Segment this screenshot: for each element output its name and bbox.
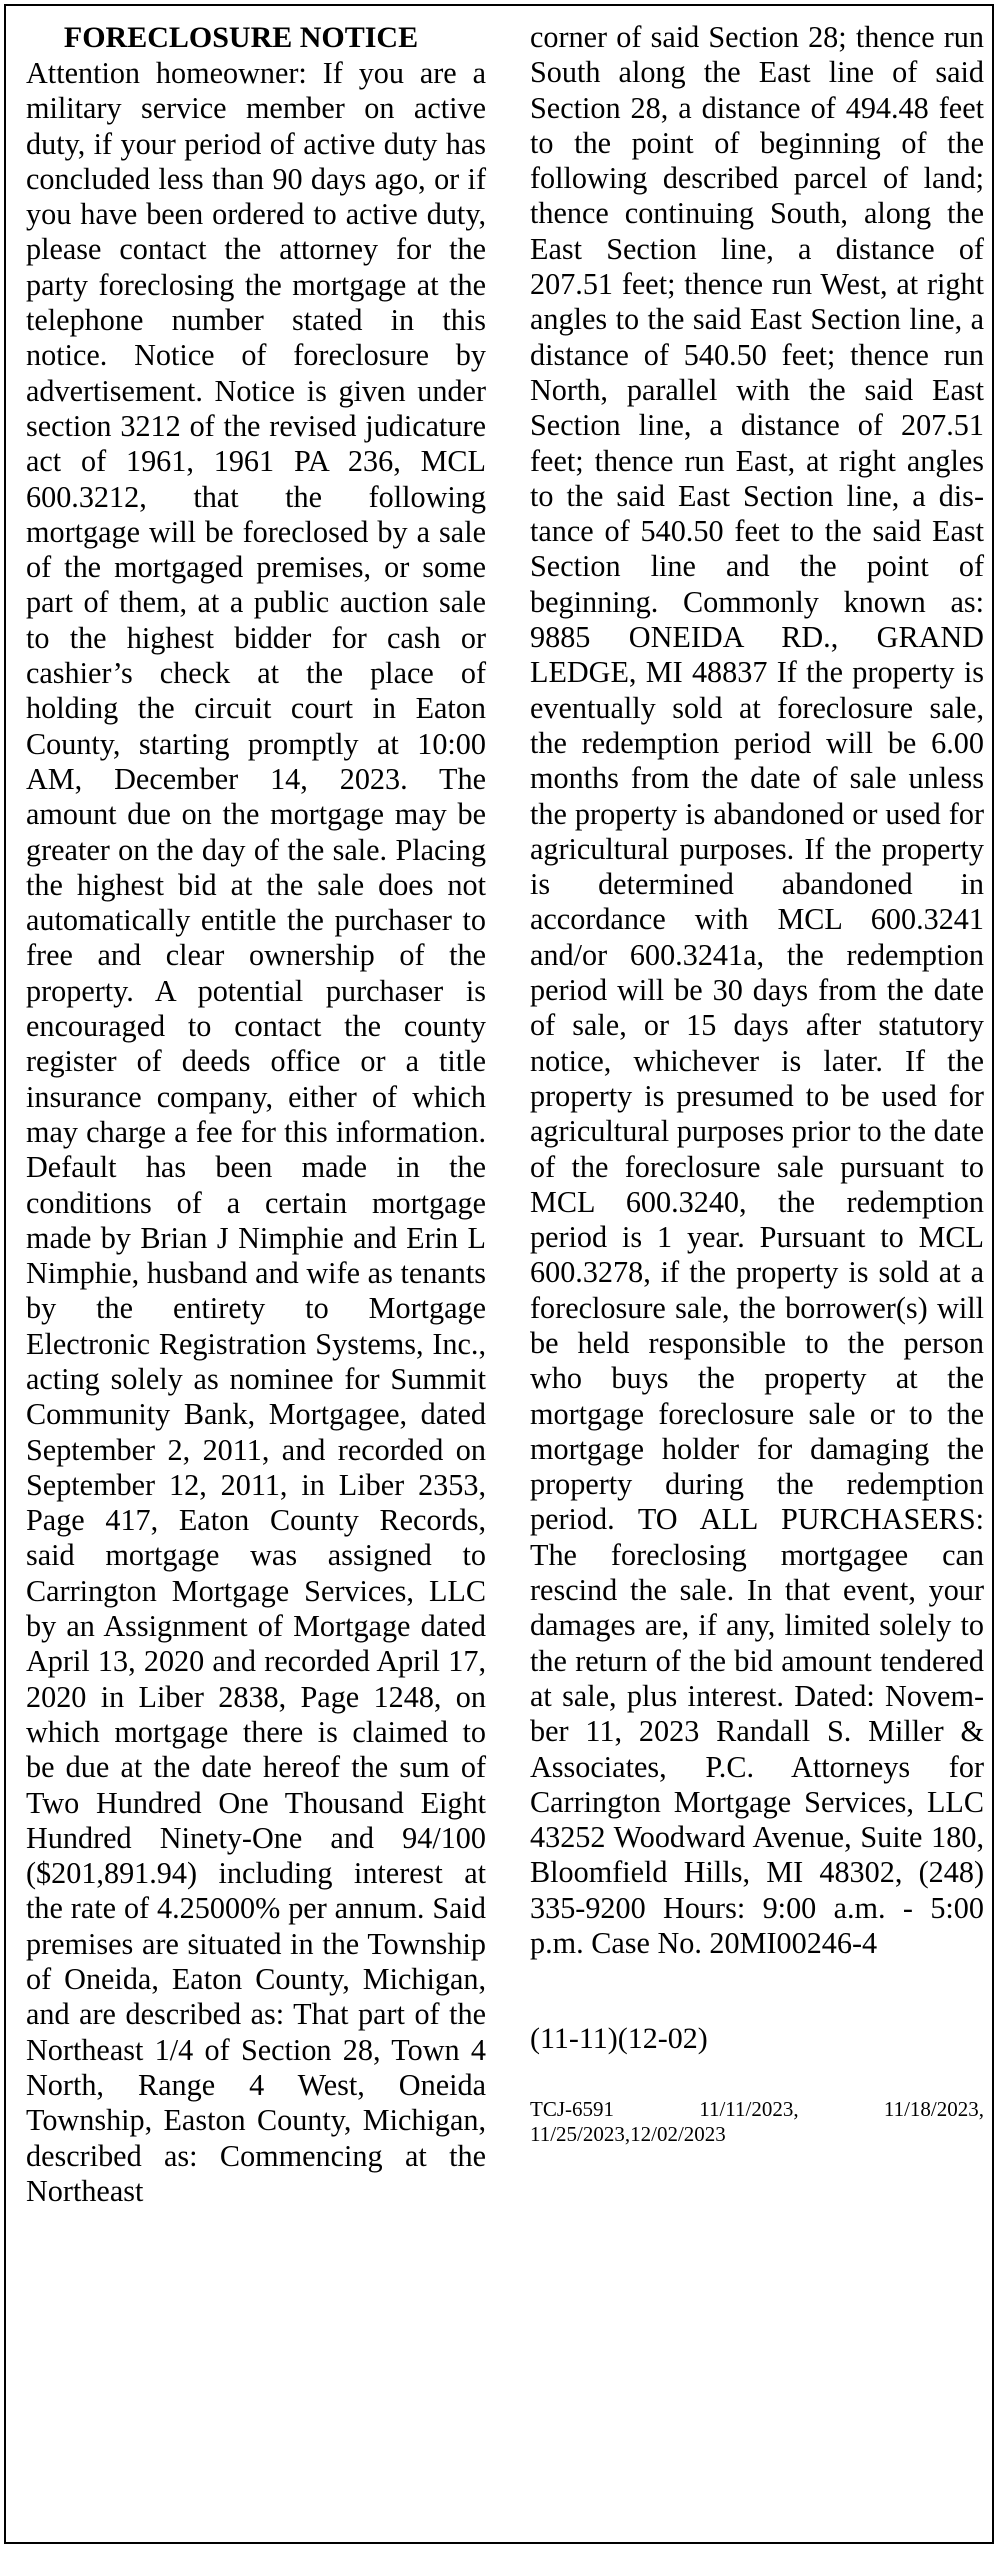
notice-body-left: Attention homeowner: If you are a military service member on active duty, if your period of active duty has concluded less than 90 days ago, or if you have been ordered to active duty, please contact the attorney for the party foreclosing the mortgage at the telephone number stated in this notice. Notice of foreclosure by advertisement. Notice is given under section 3212 of the revised judicature act of 1961, 1961 PA 236, MCL 600.3212, that the following mortgage will be foreclosed by a sale of the mortgaged premises, or some part of them, at a public auction sale to the highest bidder for cash or cashier’s check at the place of holding the circuit court in Eaton County, starting promptly at 10:00 AM, December 14, 2023. The amount due on the mortgage may be greater on the day of the sale. Placing the highest bid at the sale does not automatically entitle the purchaser to free and clear ownership of the property. A potential purchaser is encouraged to contact the county register of deeds office or a title insurance company, either of which may charge a fee for this information. Default has been made in the conditions of a certain mortgage made by Brian J Nimphie and Erin L Nimphie, husband and wife as tenants by the entirety to Mortgage Electronic Registration Systems, Inc., acting solely as nominee for Summit Community Bank, Mortgagee, dated September 2, 2011, and recorded on September 12, 2011, in Liber 2353, Page 417, Eaton County Records, said mortgage was assigned to Carrington Mortgage Services, LLC by an Assignment of Mortgage dated April 13, 2020 and recorded April 17, 2020 in Liber 2838, Page 1248, on which mortgage there is claimed to be due at the date hereof the sum of Two Hundred One Thousand Eight Hundred Ninety-One and 94/100 ($201,891.94) including interest at the rate of 4.25000% per annum. Said premises are situated in the Township of Oneida, Eaton County, Michigan, and are described as: That part of the Northeast 1/4 of Section 28, Town 4 North, Range 4 West, Oneida Township, Easton County, Michigan, described as: Commencing at the Northeast xyxy=(26,56,486,2208)
publication-dates-tag: (11-11)(12-02) xyxy=(530,2022,708,2056)
notice-title: FORECLOSURE NOTICE xyxy=(63,21,419,54)
notice-body-right: corner of said Section 28; thence run South along the East line of said Section 28, a distance of 494.48 feet to the point of beginning of the following described parcel of land; thence continuing South, along the East Section line, a distance of 207.51 feet; thence run West, at right angles to the said East Section line, a distance of 540.50 feet; thence run North, parallel with the said East Section line, a distance of 207.51 feet; thence run East, at right angles to the said East Section line, a distance of 540.50 feet to the said East Section line and the point of beginning. Commonly known as: 9885 ONEIDA RD., GRAND LEDGE, MI 48837 If the property is eventually sold at foreclosure sale, the redemption period will be 6.00 months from the date of sale unless the property is abandoned or used for agricultural purposes. If the property is determined abandoned in accordance with MCL 600.3241 and/or 600.3241a, the redemption period will be 30 days from the date of sale, or 15 days after statutory notice, whichever is later. If the property is presumed to be used for agricultural purposes prior to the date of the foreclosure sale pursuant to MCL 600.3240, the redemption period is 1 year. Pursuant to MCL 600.3278, if the property is sold at a foreclosure sale, the borrower(s) will be held responsible to the person who buys the property at the mortgage foreclosure sale or to the mortgage holder for damaging the property during the redemption period. TO ALL PURCHASERS: The foreclosing mortgagee can rescind the sale. In that event, your damages are, if any, limited solely to the return of the bid amount tendered at sale, plus interest. Dated: November 11, 2023 Randall S. Miller & Associates, P.C. Attorneys for Carrington Mortgage Services, LLC 43252 Woodward Avenue, Suite 180, Bloomfield Hills, MI 48302, (248) 335-9200 Hours: 9:00 a.m. - 5:00 p.m. Case No. 20MI00246-4 xyxy=(530,20,984,1961)
notice-frame xyxy=(4,4,994,2544)
left-column xyxy=(26,20,486,2209)
right-column xyxy=(530,20,984,2147)
tcj-reference-line: TCJ-6591 11/11/2023, 11/18/2023, 11/25/2023,12/02/2023 xyxy=(530,2096,984,2146)
